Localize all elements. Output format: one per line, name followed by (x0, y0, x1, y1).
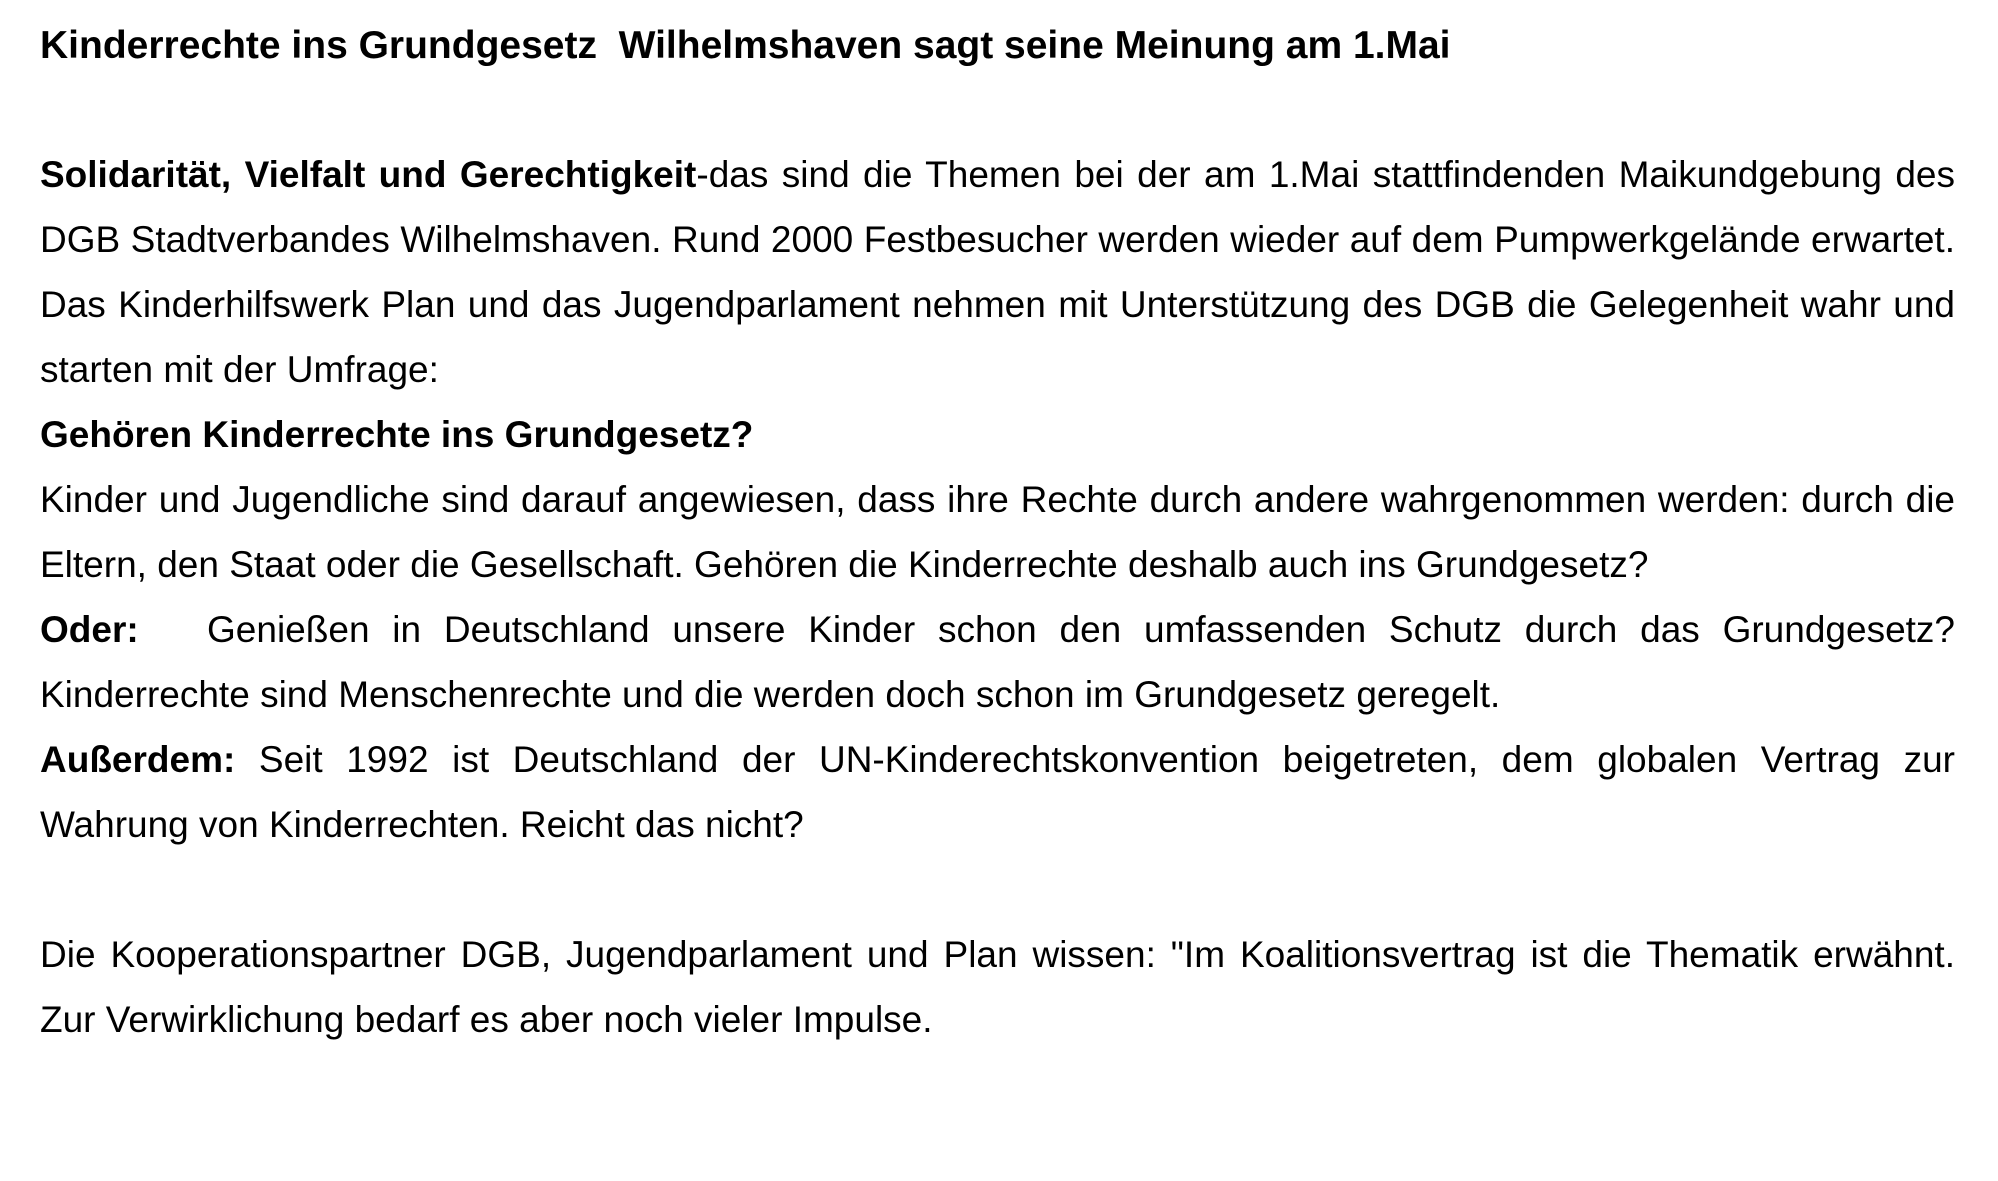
oder-lead: Oder: (40, 609, 139, 650)
document-page (40, 20, 1955, 1052)
paragraph-gap (40, 857, 1955, 922)
ausserdem-paragraph (40, 727, 1955, 857)
oder-spacer (139, 609, 207, 650)
ausserdem-text: Seit 1992 ist Deutschland der UN-Kinderechtskonvention beigetreten, dem globalen Vertrag zur Wahrung von Kinderrechten. Reicht das nicht? (40, 739, 1955, 845)
intro-text: -das sind die Themen bei der am 1.Mai stattfindenden Maikundgebung des DGB Stadtverbandes Wilhelmshaven. Rund 2000 Festbesucher werden wieder auf dem Pumpwerkgelände erwartet. Das Kinderhilfswerk Plan und das Jugendparlament nehmen mit Unterstützung des DGB die Gelegenheit wahr und starten mit der Umfrage: (40, 154, 1955, 390)
intro-paragraph (40, 142, 1955, 402)
ausserdem-spacer (235, 739, 259, 780)
oder-paragraph (40, 597, 1955, 727)
intro-lead: Solidarität, Vielfalt und Gerechtigkeit (40, 154, 697, 195)
partners-paragraph: Die Kooperationspartner DGB, Jugendparlament und Plan wissen: "Im Koalitionsvertrag ist die Thematik erwähnt. Zur Verwirklichung bedarf es aber noch vieler Impulse. (40, 934, 1955, 1040)
ausserdem-lead: Außerdem: (40, 739, 236, 780)
question-heading: Gehören Kinderrechte ins Grundgesetz? (40, 414, 754, 455)
document-title: Kinderrechte ins Grundgesetz Wilhelmshaven sagt seine Meinung am 1.Mai (40, 24, 1451, 67)
oder-text: Genießen in Deutschland unsere Kinder schon den umfassenden Schutz durch das Grundgesetz? Kinderrechte sind Menschenrechte und die werden doch schon im Grundgesetz geregelt. (40, 609, 1956, 715)
rights-paragraph: Kinder und Jugendliche sind darauf angewiesen, dass ihre Rechte durch andere wahrgenommen werden: durch die Eltern, den Staat oder die Gesellschaft. Gehören die Kinderrechte deshalb auch ins Grundgesetz? (40, 479, 1955, 585)
